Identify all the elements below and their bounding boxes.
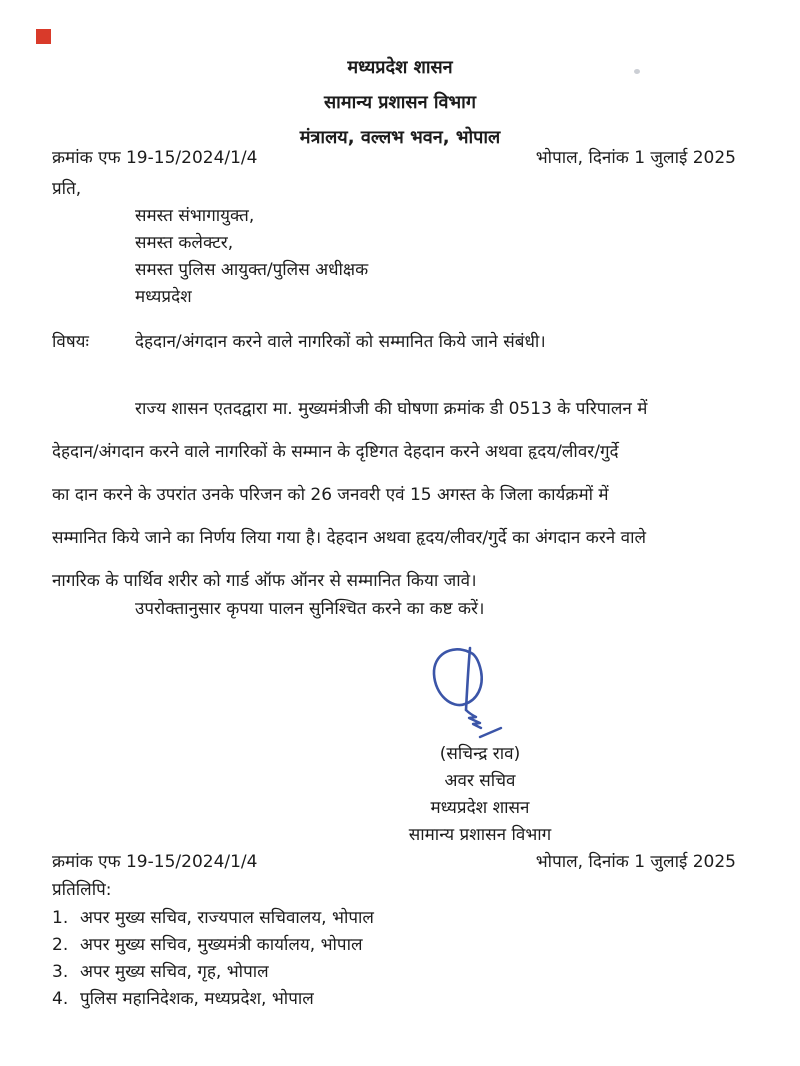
subject-label: विषयः — [52, 332, 89, 352]
copy-item — [52, 932, 374, 959]
recipient-list — [135, 203, 368, 311]
recipient-item: समस्त संभागायुक्त, — [135, 206, 255, 226]
body-line: राज्य शासन एतदद्वारा मा. मुख्यमंत्रीजी की घोषणा क्रमांक डी 0513 के परिपालन में — [135, 399, 648, 419]
recipient-item: मध्यप्रदेश — [135, 287, 192, 307]
copy-item-number: 1. — [52, 908, 69, 928]
reference-row-top — [52, 145, 736, 168]
copy-item-text: पुलिस महानिदेशक, मध्यप्रदेश, भोपाल — [80, 989, 314, 1009]
signer-designation: अवर सचिव — [444, 771, 516, 791]
copy-item-number: 4. — [52, 989, 69, 1009]
body-line: सम्मानित किये जाने का निर्णय लिया गया है। देहदान अथवा हृदय/लीवर/गुर्दे का अंगदान करने वाले — [52, 528, 646, 548]
copy-item-number: 3. — [52, 962, 69, 982]
body-line: नागरिक के पार्थिव शरीर को गार्ड ऑफ ऑनर से सम्मानित किया जावे। — [52, 571, 477, 591]
letterhead — [0, 50, 800, 155]
letterhead-government: मध्यप्रदेश शासन — [347, 57, 453, 78]
copy-item-text: अपर मुख्य सचिव, मुख्यमंत्री कार्यालय, भोपाल — [80, 935, 363, 955]
copy-item — [52, 986, 374, 1013]
reference-number: क्रमांक एफ 19-15/2024/1/4 — [52, 148, 258, 168]
letterhead-address: मंत्रालय, वल्लभ भवन, भोपाल — [299, 127, 501, 148]
body-line: देहदान/अंगदान करने वाले नागरिकों के सम्मान के दृष्टिगत देहदान करने अथवा हृदय/लीवर/गुर्दे — [52, 442, 619, 462]
salutation: प्रति, — [52, 179, 82, 199]
handwritten-signature — [423, 643, 508, 740]
signer-org-line2: सामान्य प्रशासन विभाग — [408, 825, 552, 845]
subject-text: देहदान/अंगदान करने वाले नागरिकों को सम्मानित किये जाने संबंधी। — [135, 332, 546, 352]
copy-to-label: प्रतिलिपि: — [52, 880, 112, 900]
letterhead-department: सामान्य प्रशासन विभाग — [324, 92, 476, 113]
signer-block — [330, 741, 630, 849]
place-and-date: भोपाल, दिनांक 1 जुलाई 2025 — [535, 852, 736, 872]
recipient-item: समस्त पुलिस आयुक्त/पुलिस अधीक्षक — [135, 260, 369, 280]
body-paragraph-2: उपरोक्तानुसार कृपया पालन सुनिश्चित करने का कष्ट करें। — [135, 599, 485, 619]
body-paragraph-1 — [52, 388, 752, 603]
red-scan-mark — [36, 29, 51, 44]
copy-item — [52, 959, 374, 986]
subject-row — [52, 329, 546, 352]
place-and-date: भोपाल, दिनांक 1 जुलाई 2025 — [535, 148, 736, 168]
copy-item-number: 2. — [52, 935, 69, 955]
copy-item-text: अपर मुख्य सचिव, राज्यपाल सचिवालय, भोपाल — [80, 908, 374, 928]
copy-to-list — [52, 905, 374, 1013]
reference-row-bottom — [52, 849, 736, 872]
signer-name: (सचिन्द्र राव) — [439, 744, 521, 764]
body-line: का दान करने के उपरांत उनके परिजन को 26 जनवरी एवं 15 अगस्त के जिला कार्यक्रमों में — [52, 485, 609, 505]
copy-item-text: अपर मुख्य सचिव, गृह, भोपाल — [80, 962, 269, 982]
recipient-item: समस्त कलेक्टर, — [135, 233, 234, 253]
copy-item — [52, 905, 374, 932]
reference-number: क्रमांक एफ 19-15/2024/1/4 — [52, 852, 258, 872]
signer-org-line1: मध्यप्रदेश शासन — [430, 798, 530, 818]
